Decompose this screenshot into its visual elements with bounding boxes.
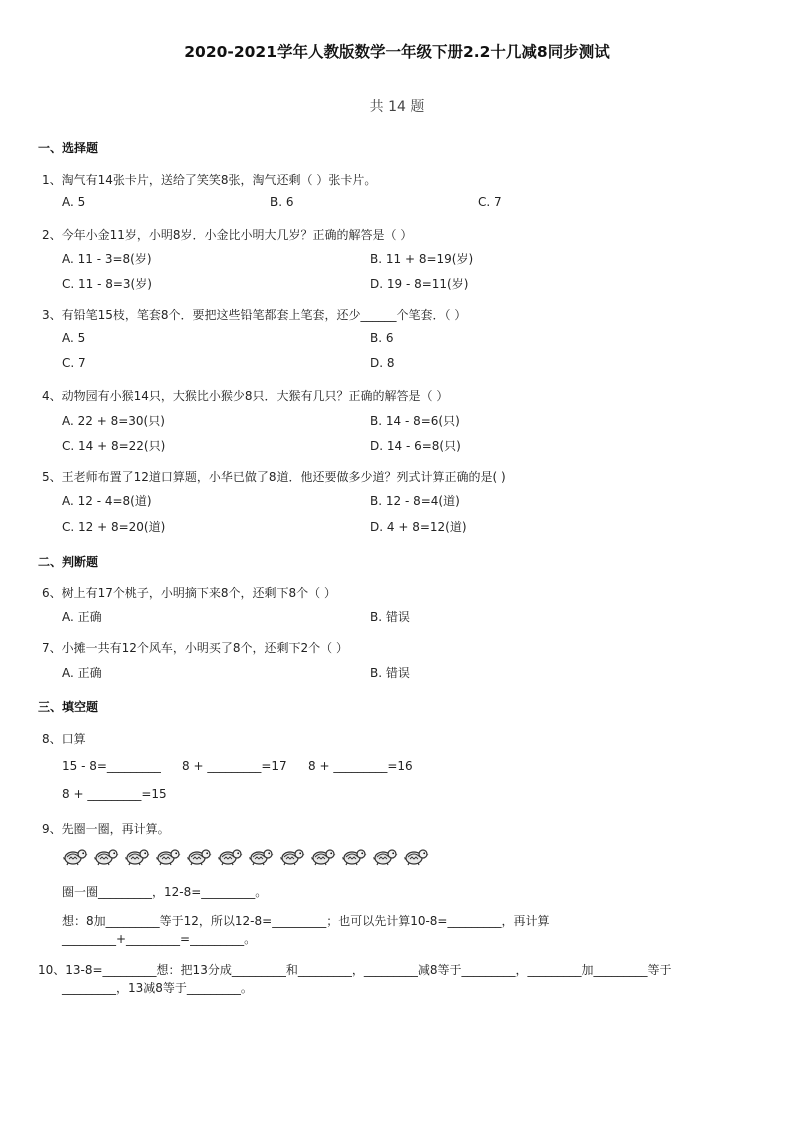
bird-icon[interactable]: [248, 846, 274, 866]
question-9-line-1[interactable]: 圈一圈_________，12-8=_________。: [62, 885, 268, 899]
question-2-option-c[interactable]: C. 11 - 8=3(岁): [62, 277, 152, 291]
question-3-option-b[interactable]: B. 6: [370, 331, 394, 345]
question-10-line-1[interactable]: 10、13-8=_________想：把13分成_________和_________，_________减8等于_________，_________加_________等于: [38, 963, 672, 977]
question-6-stem: 6、树上有17个桃子，小明摘下来8个，还剩下8个（ ）: [42, 586, 336, 600]
bird-icon[interactable]: [155, 846, 181, 866]
bird-row: [62, 846, 442, 868]
question-6-option-a[interactable]: A. 正确: [62, 610, 102, 624]
question-4-option-b[interactable]: B. 14 - 8=6(只): [370, 414, 460, 428]
bird-icon[interactable]: [403, 846, 429, 866]
question-1-option-b[interactable]: B. 6: [270, 195, 294, 209]
bird-icon[interactable]: [217, 846, 243, 866]
question-1-option-a[interactable]: A. 5: [62, 195, 86, 209]
question-3-option-d[interactable]: D. 8: [370, 356, 395, 370]
question-3-option-a[interactable]: A. 5: [62, 331, 86, 345]
bird-icon[interactable]: [372, 846, 398, 866]
bird-icon[interactable]: [93, 846, 119, 866]
question-8-expr-3[interactable]: 8 + _________=16: [308, 759, 413, 773]
question-4-option-d[interactable]: D. 14 - 6=8(只): [370, 439, 461, 453]
question-2-option-a[interactable]: A. 11 - 3=8(岁): [62, 252, 152, 266]
question-4-stem: 4、动物园有小猴14只，大猴比小猴少8只．大猴有几只？正确的解答是（ ）: [42, 389, 449, 403]
question-count: 共 14 题: [369, 99, 425, 115]
question-5-option-b[interactable]: B. 12 - 8=4(道): [370, 494, 460, 508]
question-9-stem: 9、先圈一圈，再计算。: [42, 822, 170, 836]
question-1-option-c[interactable]: C. 7: [478, 195, 502, 209]
question-7-option-a[interactable]: A. 正确: [62, 666, 102, 680]
question-5-stem: 5、王老师布置了12道口算题，小华已做了8道．他还要做多少道？列式计算正确的是( ): [42, 470, 506, 484]
bird-icon[interactable]: [341, 846, 367, 866]
page-title: 2020-2021学年人教版数学一年级下册2.2十几减8同步测试: [184, 43, 610, 61]
bird-icon[interactable]: [279, 846, 305, 866]
question-2-stem: 2、今年小金11岁，小明8岁．小金比小明大几岁？正确的解答是（ ）: [42, 228, 413, 242]
question-9-line-3[interactable]: _________+_________=_________。: [62, 932, 257, 946]
question-4-option-a[interactable]: A. 22 + 8=30(只): [62, 414, 165, 428]
question-1-stem: 1、淘气有14张卡片，送给了笑笑8张，淘气还剩（ ）张卡片。: [42, 173, 377, 187]
question-8-expr-1[interactable]: 15 - 8=_________: [62, 759, 161, 773]
question-8-expr-2[interactable]: 8 + _________=17: [182, 759, 287, 773]
question-10-line-2[interactable]: _________，13减8等于_________。: [62, 981, 253, 995]
question-9-line-2[interactable]: 想：8加_________等于12，所以12-8=_________；也可以先计算10-8=_________，再计算: [62, 914, 550, 928]
bird-icon[interactable]: [124, 846, 150, 866]
question-5-option-a[interactable]: A. 12 - 4=8(道): [62, 494, 152, 508]
question-5-option-d[interactable]: D. 4 + 8=12(道): [370, 520, 467, 534]
question-2-option-d[interactable]: D. 19 - 8=11(岁): [370, 277, 469, 291]
bird-icon[interactable]: [310, 846, 336, 866]
question-8-expr-4[interactable]: 8 + _________=15: [62, 787, 167, 801]
question-2-option-b[interactable]: B. 11 + 8=19(岁): [370, 252, 474, 266]
question-5-option-c[interactable]: C. 12 + 8=20(道): [62, 520, 166, 534]
bird-icon[interactable]: [186, 846, 212, 866]
section-heading-judge: 二、判断题: [38, 555, 99, 569]
question-7-option-b[interactable]: B. 错误: [370, 666, 410, 680]
question-8-stem: 8、口算: [42, 732, 86, 746]
question-6-option-b[interactable]: B. 错误: [370, 610, 410, 624]
question-3-stem: 3、有铅笔15枝，笔套8个．要把这些铅笔都套上笔套，还少______个笔套．（ ）: [42, 308, 467, 322]
question-4-option-c[interactable]: C. 14 + 8=22(只): [62, 439, 166, 453]
section-heading-fill: 三、填空题: [38, 700, 99, 714]
section-heading-choice: 一、选择题: [38, 141, 99, 155]
question-3-option-c[interactable]: C. 7: [62, 356, 86, 370]
bird-icon[interactable]: [62, 846, 88, 866]
question-7-stem: 7、小摊一共有12个风车，小明买了8个，还剩下2个（ ）: [42, 641, 348, 655]
